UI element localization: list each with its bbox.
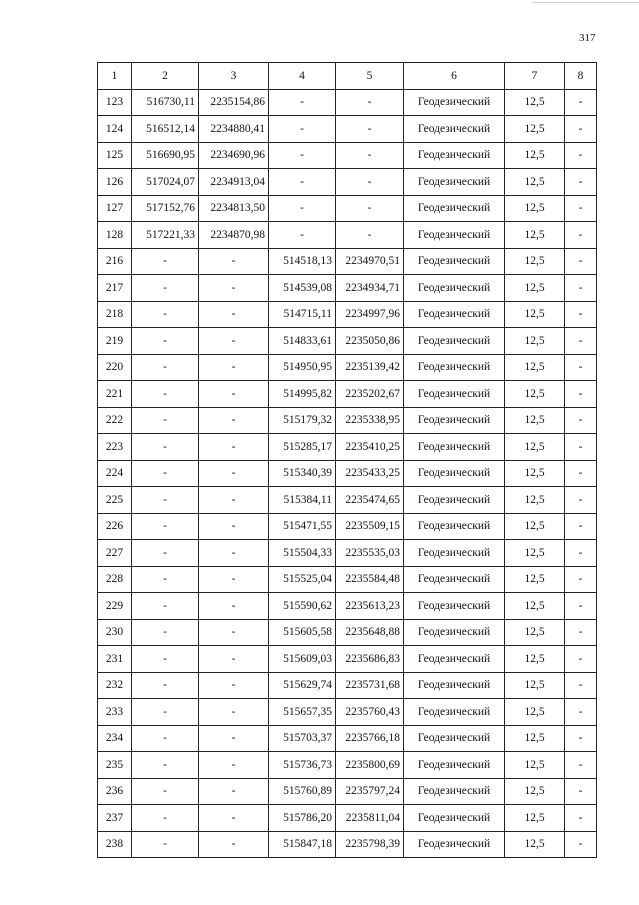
table-row [98,248,597,275]
cell-x-old: - [132,540,199,567]
cell-y-old: - [199,619,269,646]
cell-point-number: 125 [98,142,132,169]
cell-x-old: - [132,619,199,646]
cell-method: Геодезический [404,248,505,275]
cell-x-new: 515609,03 [269,646,336,673]
cell-y-new: 2235760,43 [336,699,404,726]
cell-x-old: 517024,07 [132,169,199,196]
coordinates-table [97,62,597,858]
cell-y-new: - [336,169,404,196]
cell-x-new: 515847,18 [269,831,336,858]
cell-method: Геодезический [404,328,505,355]
cell-y-new: - [336,195,404,222]
cell-y-old: - [199,328,269,355]
cell-point-number: 218 [98,301,132,328]
cell-point-number: 222 [98,407,132,434]
table-row [98,646,597,673]
cell-y-old: - [199,778,269,805]
cell-point-number: 233 [98,699,132,726]
cell-x-old: - [132,566,199,593]
table-row [98,116,597,143]
cell-y-old: - [199,593,269,620]
cell-note: - [565,566,597,593]
cell-y-new: 2235613,23 [336,593,404,620]
cell-accuracy: 12,5 [505,89,565,116]
cell-y-new: 2235535,03 [336,540,404,567]
cell-x-new: - [269,116,336,143]
cell-x-new: 515504,33 [269,540,336,567]
cell-x-new: 514518,13 [269,248,336,275]
cell-accuracy: 12,5 [505,699,565,726]
cell-y-new: 2235584,48 [336,566,404,593]
cell-note: - [565,195,597,222]
cell-accuracy: 12,5 [505,725,565,752]
cell-note: - [565,540,597,567]
cell-x-old: - [132,725,199,752]
cell-accuracy: 12,5 [505,831,565,858]
table-row [98,89,597,116]
cell-y-old: - [199,725,269,752]
cell-y-old: - [199,460,269,487]
cell-method: Геодезический [404,540,505,567]
cell-y-new: - [336,89,404,116]
cell-accuracy: 12,5 [505,672,565,699]
table-row [98,540,597,567]
cell-point-number: 123 [98,89,132,116]
cell-x-new: 515605,58 [269,619,336,646]
cell-y-new: - [336,222,404,249]
cell-y-new: 2235338,95 [336,407,404,434]
cell-point-number: 234 [98,725,132,752]
cell-x-new: 515590,62 [269,593,336,620]
cell-note: - [565,248,597,275]
header-cell-6: 6 [404,63,505,90]
cell-x-new: 515384,11 [269,487,336,514]
cell-x-new: - [269,89,336,116]
cell-y-new: 2235811,04 [336,805,404,832]
cell-accuracy: 12,5 [505,593,565,620]
header-cell-7: 7 [505,63,565,90]
cell-y-new: 2235800,69 [336,752,404,779]
cell-accuracy: 12,5 [505,248,565,275]
cell-accuracy: 12,5 [505,116,565,143]
cell-y-new: 2235202,67 [336,381,404,408]
cell-y-new: 2234997,96 [336,301,404,328]
cell-accuracy: 12,5 [505,434,565,461]
cell-method: Геодезический [404,169,505,196]
cell-y-old: 2234690,96 [199,142,269,169]
cell-x-old: - [132,831,199,858]
cell-y-new: 2235766,18 [336,725,404,752]
cell-note: - [565,778,597,805]
table-row [98,195,597,222]
cell-y-new: 2234970,51 [336,248,404,275]
cell-y-new: - [336,142,404,169]
cell-x-new: - [269,195,336,222]
cell-method: Геодезический [404,354,505,381]
table-row [98,460,597,487]
table-header-row [98,63,597,90]
table-row [98,593,597,620]
cell-note: - [565,381,597,408]
table-row [98,328,597,355]
cell-y-old: - [199,301,269,328]
table-body [98,89,597,858]
cell-note: - [565,487,597,514]
cell-x-new: - [269,142,336,169]
cell-y-old: 2234870,98 [199,222,269,249]
table-row [98,566,597,593]
table-row [98,752,597,779]
cell-note: - [565,142,597,169]
cell-x-old: - [132,301,199,328]
cell-accuracy: 12,5 [505,646,565,673]
cell-x-new: - [269,169,336,196]
cell-method: Геодезический [404,752,505,779]
cell-method: Геодезический [404,699,505,726]
cell-note: - [565,672,597,699]
cell-accuracy: 12,5 [505,619,565,646]
cell-accuracy: 12,5 [505,513,565,540]
cell-x-new: 514833,61 [269,328,336,355]
cell-x-old: - [132,460,199,487]
header-cell-5: 5 [336,63,404,90]
cell-method: Геодезический [404,407,505,434]
cell-note: - [565,513,597,540]
cell-y-new: 2235648,88 [336,619,404,646]
cell-note: - [565,593,597,620]
cell-x-old: - [132,646,199,673]
cell-note: - [565,275,597,302]
cell-method: Геодезический [404,831,505,858]
cell-x-old: - [132,381,199,408]
cell-x-old: 517152,76 [132,195,199,222]
table-row [98,222,597,249]
cell-note: - [565,328,597,355]
cell-note: - [565,222,597,249]
cell-x-old: 517221,33 [132,222,199,249]
cell-note: - [565,725,597,752]
cell-y-new: 2235050,86 [336,328,404,355]
cell-y-old: - [199,646,269,673]
cell-y-new: 2235433,25 [336,460,404,487]
table-row [98,513,597,540]
cell-note: - [565,460,597,487]
cell-y-new: 2235139,42 [336,354,404,381]
cell-method: Геодезический [404,434,505,461]
cell-method: Геодезический [404,593,505,620]
cell-x-new: 515471,55 [269,513,336,540]
table-row [98,805,597,832]
cell-point-number: 227 [98,540,132,567]
cell-method: Геодезический [404,301,505,328]
cell-note: - [565,699,597,726]
table-row [98,434,597,461]
cell-method: Геодезический [404,513,505,540]
cell-accuracy: 12,5 [505,752,565,779]
cell-accuracy: 12,5 [505,301,565,328]
cell-accuracy: 12,5 [505,460,565,487]
cell-method: Геодезический [404,222,505,249]
cell-y-old: - [199,831,269,858]
cell-point-number: 235 [98,752,132,779]
cell-y-new: 2235686,83 [336,646,404,673]
cell-x-old: - [132,248,199,275]
cell-method: Геодезический [404,646,505,673]
cell-note: - [565,89,597,116]
cell-x-new: 514539,08 [269,275,336,302]
cell-y-old: 2234913,04 [199,169,269,196]
cell-accuracy: 12,5 [505,487,565,514]
cell-x-new: 515703,37 [269,725,336,752]
cell-point-number: 219 [98,328,132,355]
header-cell-4: 4 [269,63,336,90]
header-cell-3: 3 [199,63,269,90]
cell-method: Геодезический [404,275,505,302]
cell-x-new: - [269,222,336,249]
cell-method: Геодезический [404,566,505,593]
top-rule [532,2,639,3]
cell-method: Геодезический [404,672,505,699]
cell-point-number: 217 [98,275,132,302]
cell-y-old: - [199,805,269,832]
table-row [98,672,597,699]
cell-point-number: 238 [98,831,132,858]
cell-note: - [565,116,597,143]
cell-x-old: - [132,593,199,620]
cell-x-new: 515657,35 [269,699,336,726]
cell-y-old: - [199,354,269,381]
cell-point-number: 128 [98,222,132,249]
cell-method: Геодезический [404,89,505,116]
cell-x-new: 514950,95 [269,354,336,381]
cell-y-new: 2235797,24 [336,778,404,805]
cell-y-old: - [199,752,269,779]
cell-point-number: 232 [98,672,132,699]
cell-point-number: 230 [98,619,132,646]
cell-x-old: - [132,672,199,699]
cell-y-old: - [199,513,269,540]
cell-method: Геодезический [404,381,505,408]
cell-point-number: 223 [98,434,132,461]
cell-x-old: 516690,95 [132,142,199,169]
cell-y-old: - [199,381,269,408]
table-row [98,407,597,434]
page-number: 317 [579,32,596,44]
cell-method: Геодезический [404,487,505,514]
cell-point-number: 127 [98,195,132,222]
table-row [98,725,597,752]
cell-y-old: 2234813,50 [199,195,269,222]
cell-y-new: 2235509,15 [336,513,404,540]
cell-note: - [565,619,597,646]
cell-y-old: - [199,434,269,461]
cell-method: Геодезический [404,116,505,143]
cell-point-number: 226 [98,513,132,540]
cell-accuracy: 12,5 [505,778,565,805]
cell-y-new: 2234934,71 [336,275,404,302]
cell-point-number: 228 [98,566,132,593]
cell-point-number: 237 [98,805,132,832]
cell-point-number: 225 [98,487,132,514]
cell-x-new: 515760,89 [269,778,336,805]
table-row [98,354,597,381]
cell-point-number: 221 [98,381,132,408]
cell-x-new: 515629,74 [269,672,336,699]
cell-note: - [565,831,597,858]
cell-x-old: - [132,328,199,355]
cell-note: - [565,407,597,434]
cell-y-old: - [199,407,269,434]
cell-x-new: 515736,73 [269,752,336,779]
table-row [98,381,597,408]
cell-accuracy: 12,5 [505,354,565,381]
cell-accuracy: 12,5 [505,195,565,222]
table-row [98,487,597,514]
cell-accuracy: 12,5 [505,275,565,302]
cell-y-new: 2235798,39 [336,831,404,858]
cell-method: Геодезический [404,460,505,487]
table-row [98,619,597,646]
cell-method: Геодезический [404,619,505,646]
cell-x-old: - [132,752,199,779]
cell-x-new: 514715,11 [269,301,336,328]
cell-x-old: - [132,407,199,434]
cell-method: Геодезический [404,778,505,805]
cell-accuracy: 12,5 [505,805,565,832]
cell-point-number: 224 [98,460,132,487]
cell-note: - [565,301,597,328]
cell-x-new: 514995,82 [269,381,336,408]
table-row [98,275,597,302]
cell-note: - [565,434,597,461]
cell-accuracy: 12,5 [505,566,565,593]
cell-note: - [565,752,597,779]
cell-x-old: - [132,513,199,540]
cell-y-old: 2234880,41 [199,116,269,143]
cell-x-old: - [132,699,199,726]
cell-y-old: - [199,275,269,302]
cell-x-new: 515285,17 [269,434,336,461]
cell-x-new: 515340,39 [269,460,336,487]
cell-note: - [565,354,597,381]
cell-accuracy: 12,5 [505,142,565,169]
table-row [98,831,597,858]
cell-accuracy: 12,5 [505,381,565,408]
cell-x-old: 516730,11 [132,89,199,116]
table-row [98,699,597,726]
cell-accuracy: 12,5 [505,169,565,196]
cell-x-new: 515179,32 [269,407,336,434]
cell-x-old: 516512,14 [132,116,199,143]
cell-y-old: 2235154,86 [199,89,269,116]
header-cell-8: 8 [565,63,597,90]
cell-method: Геодезический [404,805,505,832]
cell-y-new: 2235410,25 [336,434,404,461]
cell-point-number: 124 [98,116,132,143]
cell-x-old: - [132,275,199,302]
table-row [98,778,597,805]
cell-y-old: - [199,248,269,275]
cell-point-number: 229 [98,593,132,620]
cell-y-old: - [199,566,269,593]
cell-note: - [565,169,597,196]
cell-note: - [565,646,597,673]
cell-x-old: - [132,434,199,461]
cell-point-number: 236 [98,778,132,805]
cell-method: Геодезический [404,142,505,169]
header-cell-1: 1 [98,63,132,90]
cell-x-new: 515525,04 [269,566,336,593]
cell-y-new: 2235474,65 [336,487,404,514]
table-row [98,169,597,196]
cell-accuracy: 12,5 [505,222,565,249]
cell-x-old: - [132,805,199,832]
cell-method: Геодезический [404,725,505,752]
cell-x-old: - [132,487,199,514]
cell-point-number: 231 [98,646,132,673]
cell-y-old: - [199,699,269,726]
cell-point-number: 126 [98,169,132,196]
cell-y-new: 2235731,68 [336,672,404,699]
cell-y-old: - [199,487,269,514]
cell-x-new: 515786,20 [269,805,336,832]
table-row [98,142,597,169]
cell-y-new: - [336,116,404,143]
cell-x-old: - [132,778,199,805]
cell-y-old: - [199,672,269,699]
table-row [98,301,597,328]
cell-accuracy: 12,5 [505,328,565,355]
cell-accuracy: 12,5 [505,540,565,567]
cell-point-number: 220 [98,354,132,381]
cell-point-number: 216 [98,248,132,275]
cell-method: Геодезический [404,195,505,222]
cell-x-old: - [132,354,199,381]
cell-y-old: - [199,540,269,567]
cell-note: - [565,805,597,832]
cell-accuracy: 12,5 [505,407,565,434]
header-cell-2: 2 [132,63,199,90]
